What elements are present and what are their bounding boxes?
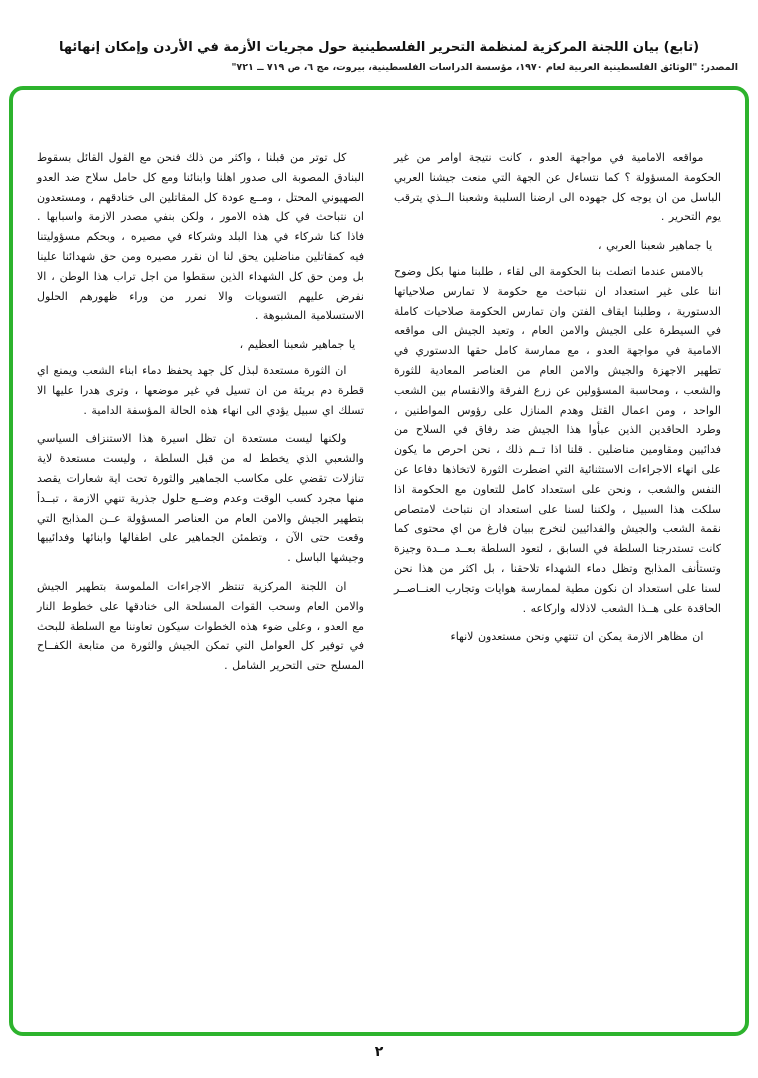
paragraph: كل توتر من قبلنا ، واكثر من ذلك فنحن مع القول القائل بسقوط البنادق المصوبة الى صدور اهلنا وابنائنا ومع كل حامل سلاح ضد العدو الصهيوني المحتل ، ومــع عودة كل المقاتلين الى خنادقهم ، ومستعدون ان نتباحث في كل هذه الامور ، ولكن بنفي مصدر الازمة واسبابها . فاذا كنا شركاء في هذا البلد وشركاء في مصيره ، وبحكم مسؤوليتنا فيه كمقاتلين مناضلين يحق لنا ان نقرر مصيره ومن حق شهدائنا علينا بل ومن حق كل الشهداء الذين سقطوا من اجل تراب هذا الوطن ، الا نفرض عليهم التسويات والا نمرر من وراء ظهورهم الحلول الاستسلامية المشبوهة .: [37, 151, 364, 323]
paragraph-salutation: يا جماهير شعبنا العظيم ،: [239, 338, 356, 352]
paragraph: ولكنها ليست مستعدة ان تظل اسيرة هذا الاستنزاف السياسي والشعبي الذي يخطط له من قبل السلطة ، وليست مستعدة لاية تنازلات تقضي على مكاسب الجماهير والثورة تحت اية شعارات يقصد منها مجرد كسب الوقت وعدم وضــع حلول جذرية تنهي الازمة ، تبــدأ بتطهير الجيش والامن العام من العناصر المسؤولة عــن المذابح التي وقعت حتى الآن ، وتطمئن الجماهير على اطفالها وابنائها وفدائييها وجيشها الباسل .: [37, 432, 364, 565]
paragraph-salutation: يا جماهير شعبنا العربي ،: [598, 239, 713, 253]
document-title: (تابع) بيان اللجنة المركزية لمنظمة التحرير الفلسطينية حول مجريات الأزمة في الأردن وإمكان إنهائها: [58, 40, 700, 55]
source-citation: المصدر: "الوثائق الفلسطينية العربية لعام ١٩٧٠، مؤسسة الدراسات الفلسطينية، بيروت، مج ٦، ص ٧١٩ ــ ٧٢١": [231, 62, 738, 73]
paragraph: بالامس عندما اتصلت بنا الحكومة الى لقاء ، طلبنا منها بكل وضوح اننا على غير استعداد ان نتباحث مع حكومة لا تمارس صلاحياتها الدستورية ، وطلبنا ايقاف الفتن وان تمارس الحكومة صلاحيات كاملة في السيطرة على الجيش والامن العام ، وتعيد الجيش الى مواقعه الامامية في مواجهة العدو ، مع ممارسة كامل حقها الدستوري في تطهير الاجهزة والجيش والامن العام من العناصر المعادية للثورة والشعب ، ومحاسبة المسؤولين عن زرع الفرقة والانقسام بين الشعب الواحد ، ومن اعمال القتل وهدم المنازل على رؤوس المواطنين ، وطرد الحاقدين الذين عبأوا هذا الجيش ضد رفاق في السلاح من فدائيين ومقاومين مناضلين . قلنا اذا تــم ذلك ، نحن احرص ما يكون على انهاء الاجراءات الاستثنائية التي اضطرت الثورة لاتخاذها دفاعا عن النفس والشعب ، ونحن على استعداد كامل للتعاون مع الحكومة اذا سلكت هذا السبيل ، ولكننا لسنا على استعداد ان نتباحث لامتصاص نقمة الشعب والجيش والفدائيين لنخرج ببيان فارغ من اي محتوى كما كانت تستدرجنا السلطة في السابق ، لتعود السلطة بعــد مــدة وجيزة وتستأنف المذابح وتظل دماء الشهداء تلاحقنا ، بل اكثر من هذا نحن لسنا على استعداد ان نكون مطية لممارسة هوايات وتجارب العنــاصــر الحاقدة على هــذا الشعب لاذلاله واركاعه .: [394, 264, 721, 615]
paragraph: مواقعه الامامية في مواجهة العدو ، كانت نتيجة اوامر من غير الحكومة المسؤولة ؟ كما نتساءل عن الجهة التي منعت جيشنا العربي الباسل من ان يوجه كل جهوده الى ارضنا السليبة وشعبنا الــذي يترقب يوم التحرير .: [394, 151, 721, 224]
paragraph: ان اللجنة المركزية تنتظر الاجراءات الملموسة بتطهير الجيش والامن العام وسحب القوات المسلحة الى خنادقها على خطوط النار مع العدو ، وعلى ضوء هذه الخطوات سيكون تعاوننا مع السلطة للبحث في توفير كل العوامل التي تمكن الجيش والثورة من متابعة الكفــاح المسلح حتى التحرير الشامل .: [37, 579, 364, 673]
paragraph: ان مظاهر الازمة يمكن ان تنتهي ونحن مستعدون لانهاء: [450, 630, 704, 644]
paragraph: ان الثورة مستعدة لبذل كل جهد يحفظ دماء ابناء الشعب ويمنع اي قطرة دم بريئة من ان تسيل في غير موضعها ، وترى هدرا عليها الا تسلك اي سبيل يؤدي الى انهاء هذه الحالة المؤسفة الدامية .: [37, 363, 364, 417]
text-columns: [37, 148, 721, 685]
page-number: ٢: [374, 1044, 384, 1060]
left-column: [37, 148, 364, 685]
right-column: [394, 148, 721, 685]
content-frame: [9, 86, 749, 1036]
